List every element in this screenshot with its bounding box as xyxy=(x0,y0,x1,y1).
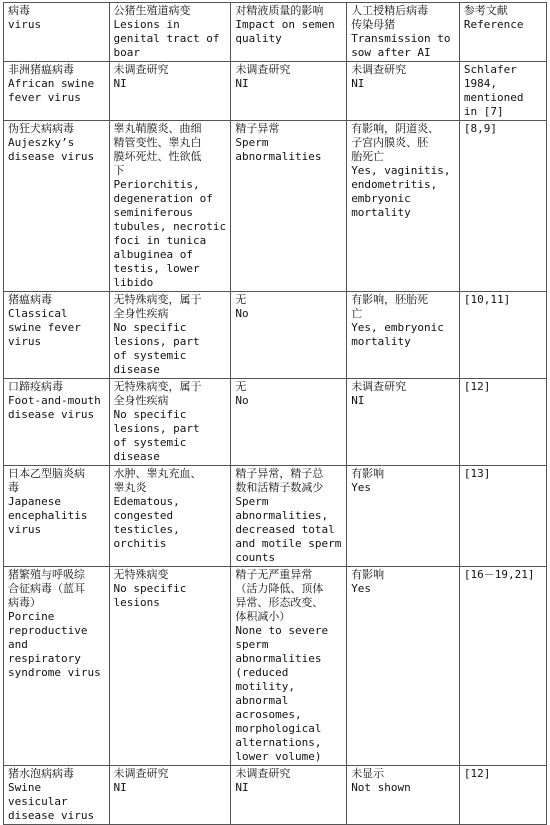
header-transmission-zh: 人工授精后病毒 传染母猪 xyxy=(351,4,429,31)
table-row xyxy=(4,567,547,766)
cell-lesions-en: Periorchitis, degeneration of seminiferous tubules, necrotic foci in tunica albuginea of testis, lower libido xyxy=(113,178,227,289)
header-semen-impact-zh: 对精液质量的影响 xyxy=(235,4,324,17)
cell-virus-zh: 猪繁殖与呼吸综 合征病毒（蓝耳 病毒） xyxy=(8,568,85,609)
cell-virus-en: African swine fever virus xyxy=(8,77,95,104)
cell-virus-en: Classical swine fever virus xyxy=(8,307,81,348)
cell-semen-impact-en: Sperm abnormalities, decreased total and motile sperm counts xyxy=(235,495,342,564)
cell-transmission-zh: 有影响，胚胎死 亡 xyxy=(351,293,429,320)
cell-transmission xyxy=(347,121,460,292)
cell-virus xyxy=(4,567,110,766)
header-semen-impact-en: Impact on semen quality xyxy=(235,18,335,45)
header-virus xyxy=(4,3,110,62)
cell-semen-impact-en: No xyxy=(235,307,249,320)
table-row xyxy=(4,379,547,466)
cell-transmission-zh: 有影响 xyxy=(351,568,385,581)
header-virus-zh: 病毒 xyxy=(8,4,30,17)
cell-semen-impact xyxy=(231,466,347,567)
cell-reference xyxy=(459,62,546,121)
cell-virus-zh: 口蹄疫病毒 xyxy=(8,380,63,393)
cell-lesions xyxy=(109,292,231,379)
cell-lesions-zh: 未调查研究 xyxy=(113,767,169,780)
table-row xyxy=(4,292,547,379)
cell-virus-en: Aujeszky’s disease virus xyxy=(8,136,95,163)
cell-reference xyxy=(459,466,546,567)
cell-semen-impact-zh: 未调查研究 xyxy=(235,767,291,780)
cell-virus xyxy=(4,766,110,825)
cell-semen-impact-en: No xyxy=(235,394,249,407)
header-reference-zh: 参考文献 xyxy=(463,4,508,17)
cell-semen-impact xyxy=(231,62,347,121)
cell-virus-zh: 日本乙型脑炎病 毒 xyxy=(8,467,85,494)
cell-reference-en: [10,11] xyxy=(463,293,511,306)
cell-virus-en: Swine vesicular disease virus xyxy=(8,781,95,822)
cell-transmission xyxy=(347,567,460,766)
cell-lesions xyxy=(109,567,231,766)
cell-virus xyxy=(4,379,110,466)
cell-virus xyxy=(4,62,110,121)
header-row xyxy=(4,3,547,62)
cell-transmission xyxy=(347,62,460,121)
cell-lesions-en: NI xyxy=(113,781,127,794)
cell-semen-impact xyxy=(231,567,347,766)
cell-virus-zh: 猪水泡病病毒 xyxy=(8,767,74,780)
cell-lesions-en: No specific lesions, part of systemic disease xyxy=(113,408,200,463)
cell-transmission-zh: 未调查研究 xyxy=(351,380,407,393)
header-lesions xyxy=(109,3,231,62)
cell-transmission-en: Yes, embryonic mortality xyxy=(351,321,444,348)
cell-semen-impact-zh: 无 xyxy=(235,293,247,306)
cell-semen-impact xyxy=(231,766,347,825)
cell-lesions-zh: 无特殊病变，属于 全身性疾病 xyxy=(113,380,202,407)
cell-transmission-en: Yes xyxy=(351,481,372,494)
cell-semen-impact-en: Sperm abnormalities xyxy=(235,136,322,163)
cell-reference-en: [12] xyxy=(463,380,491,393)
cell-reference xyxy=(459,292,546,379)
cell-virus-en: Porcine reproductive and respiratory syndrome virus xyxy=(8,610,101,679)
cell-semen-impact-zh: 精子异常，精子总 数和活精子数减少 xyxy=(235,467,324,494)
cell-lesions xyxy=(109,766,231,825)
cell-reference xyxy=(459,567,546,766)
header-reference xyxy=(459,3,546,62)
header-semen-impact xyxy=(231,3,347,62)
cell-transmission xyxy=(347,766,460,825)
cell-lesions-en: Edematous, congested testicles, orchitis xyxy=(113,495,180,550)
cell-transmission-zh: 未调查研究 xyxy=(351,63,407,76)
cell-reference-en: [13] xyxy=(463,467,491,480)
cell-transmission-en: Not shown xyxy=(351,781,411,794)
cell-lesions-zh: 水肿、睾丸充血、 睾丸炎 xyxy=(113,467,202,494)
cell-semen-impact xyxy=(231,292,347,379)
cell-lesions xyxy=(109,379,231,466)
cell-virus xyxy=(4,466,110,567)
table-header xyxy=(4,3,547,62)
virus-table xyxy=(3,2,547,825)
table-row xyxy=(4,121,547,292)
cell-virus xyxy=(4,121,110,292)
cell-reference-en: [16－19,21] xyxy=(463,568,535,581)
cell-transmission-en: Yes xyxy=(351,582,372,595)
cell-lesions-en: No specific lesions, part of systemic disease xyxy=(113,321,200,376)
cell-reference-en: [8,9] xyxy=(463,122,497,135)
header-lesions-en: Lesions in genital tract of boar xyxy=(113,18,220,59)
cell-virus-en: Japanese encephalitis virus xyxy=(8,495,88,536)
header-lesions-zh: 公猪生殖道病变 xyxy=(113,4,191,17)
cell-semen-impact-zh: 未调查研究 xyxy=(235,63,291,76)
cell-virus-en: Foot-and-mouth disease virus xyxy=(8,394,101,421)
cell-reference xyxy=(459,766,546,825)
table-row xyxy=(4,466,547,567)
cell-lesions-zh: 睾丸鞘膜炎、曲细 精管变性、睾丸白 膜坏死灶、性欲低 下 xyxy=(113,122,202,177)
cell-semen-impact-en: None to severe sperm abnormalities (reduced motility, abnormal acrosomes, morphological alternations, lower volume) xyxy=(235,624,329,763)
cell-reference xyxy=(459,379,546,466)
cell-lesions xyxy=(109,466,231,567)
cell-transmission xyxy=(347,292,460,379)
cell-transmission-en: NI xyxy=(351,77,365,90)
cell-semen-impact xyxy=(231,121,347,292)
table-body xyxy=(4,62,547,825)
cell-lesions-zh: 无特殊病变，属于 全身性疾病 xyxy=(113,293,202,320)
cell-semen-impact xyxy=(231,379,347,466)
cell-reference xyxy=(459,121,546,292)
header-transmission-en: Transmission to sow after AI xyxy=(351,32,451,59)
header-virus-en: virus xyxy=(8,18,42,31)
cell-transmission-zh: 未显示 xyxy=(351,767,385,780)
cell-semen-impact-zh: 无 xyxy=(235,380,247,393)
cell-virus-zh: 伪狂犬病病毒 xyxy=(8,122,74,135)
table-row xyxy=(4,62,547,121)
cell-semen-impact-zh: 精子异常 xyxy=(235,122,280,135)
cell-transmission-zh: 有影响，阴道炎、 子宫内膜炎、胚 胎死亡 xyxy=(351,122,440,163)
cell-lesions xyxy=(109,121,231,292)
header-reference-en: Reference xyxy=(463,18,524,31)
cell-lesions-zh: 无特殊病变 xyxy=(113,568,169,581)
table-row xyxy=(4,766,547,825)
cell-reference-en: Schlafer 1984, mentioned in [7] xyxy=(463,63,524,118)
cell-transmission-zh: 有影响 xyxy=(351,467,385,480)
cell-transmission-en: Yes, vaginitis, endometritis, embryonic mortality xyxy=(351,164,451,219)
cell-lesions-en: NI xyxy=(113,77,127,90)
cell-virus-zh: 非洲猪瘟病毒 xyxy=(8,63,74,76)
cell-virus-zh: 猪瘟病毒 xyxy=(8,293,52,306)
cell-virus xyxy=(4,292,110,379)
cell-lesions-en: No specific lesions xyxy=(113,582,187,609)
cell-semen-impact-en: NI xyxy=(235,77,249,90)
cell-semen-impact-zh: 精子无严重异常 （活力降低、顶体 异常、形态改变、 体积减小） xyxy=(235,568,324,623)
cell-lesions xyxy=(109,62,231,121)
cell-semen-impact-en: NI xyxy=(235,781,249,794)
cell-reference-en: [12] xyxy=(463,767,491,780)
cell-transmission xyxy=(347,466,460,567)
cell-transmission-en: NI xyxy=(351,394,365,407)
cell-transmission xyxy=(347,379,460,466)
cell-lesions-zh: 未调查研究 xyxy=(113,63,169,76)
header-transmission xyxy=(347,3,460,62)
